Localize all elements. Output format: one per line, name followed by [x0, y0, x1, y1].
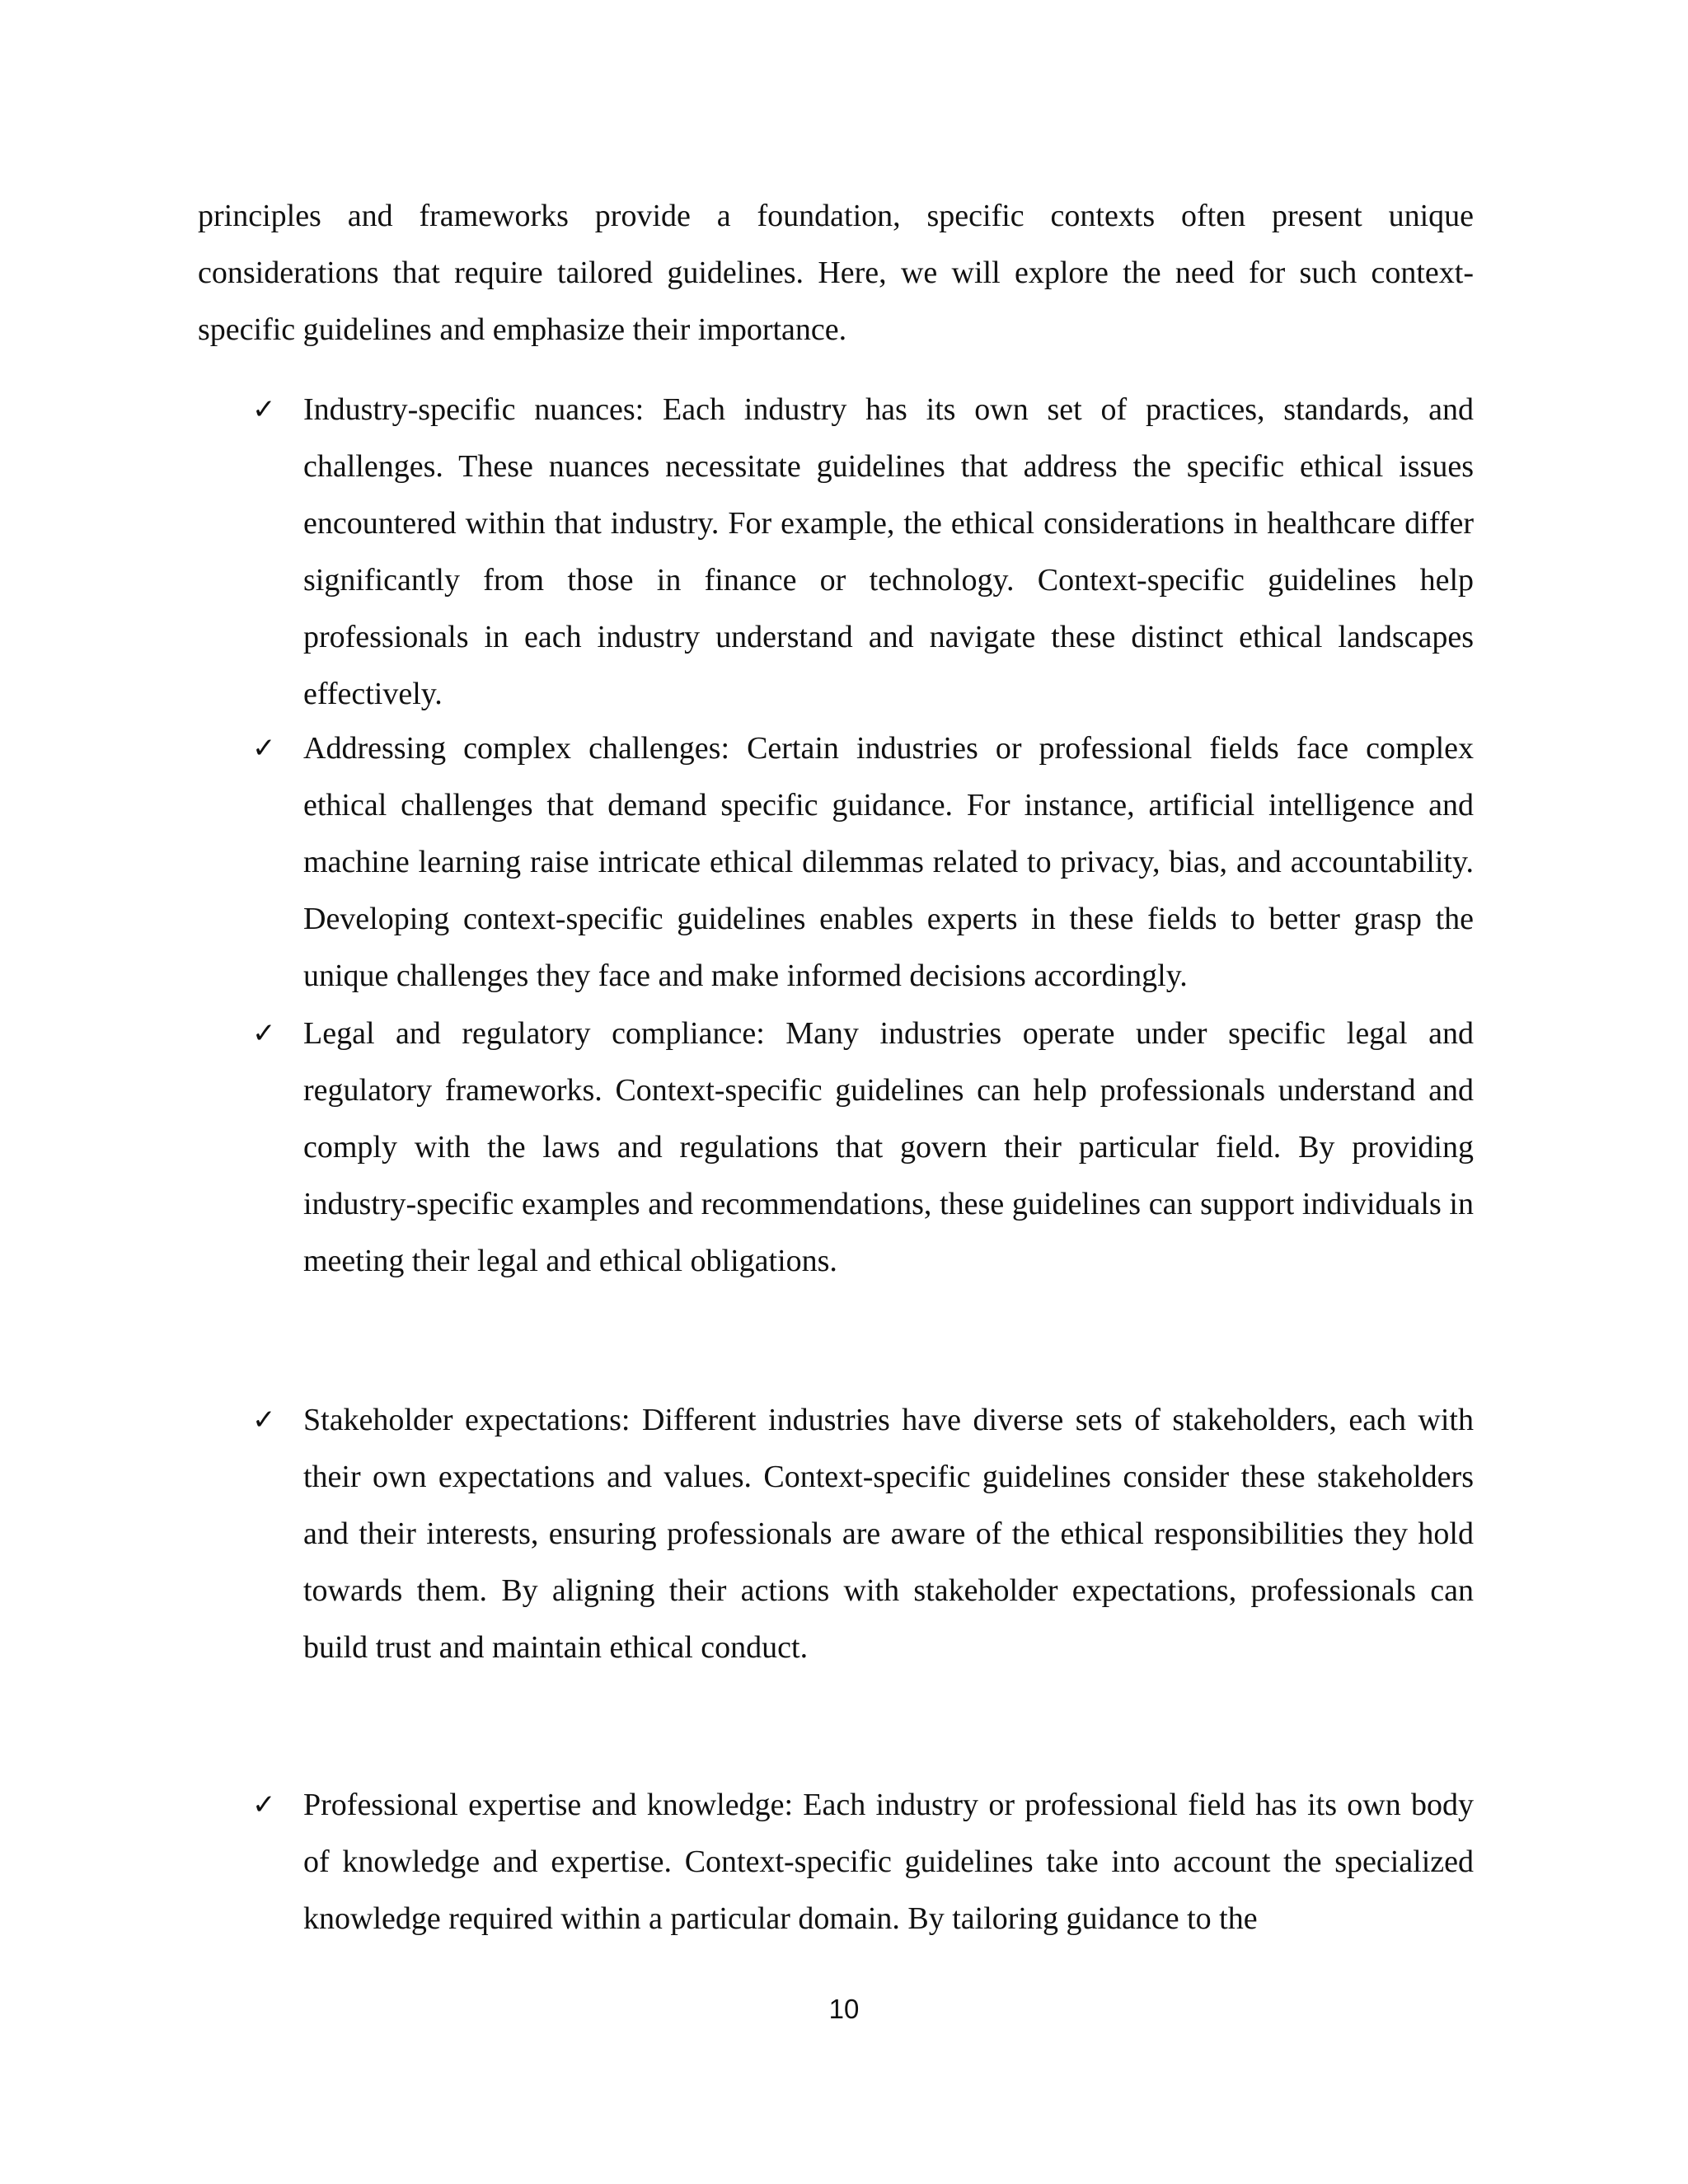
- page-number: 10: [828, 1994, 860, 2024]
- bullet-text: Stakeholder expectations: Different industries have diverse sets of stakeholders, each with their own expectations and values. Context-specific guidelines consider these stakeholders and their interests, ensuring professionals are aware of the ethical responsibilities they hold towards them. By aligning their actions with stakeholder expectations, professionals can build trust and maintain ethical conduct.: [303, 1403, 1474, 1665]
- bullet-legal-regulatory-compliance: [252, 1005, 1474, 1290]
- bullet-industry-specific-nuances: [252, 382, 1474, 723]
- checkmark-icon: ✓: [252, 1404, 276, 1436]
- bullet-text: Addressing complex challenges: Certain industries or professional fields face complex ethical challenges that demand specific guidance. For instance, artificial intelligence and machine learning raise intricate ethical dilemmas related to privacy, bias, and accountability. Developing context-specific guidelines enables experts in these fields to better grasp the unique challenges they face and make informed decisions accordingly.: [303, 731, 1474, 993]
- checkmark-icon: ✓: [252, 393, 276, 426]
- intro-paragraph: principles and frameworks provide a foundation, specific contexts often present unique considerations that require tailored guidelines. Here, we will explore the need for such context-specific guidelines and emphasize their importance.: [198, 199, 1474, 347]
- bullet-addressing-complex-challenges: [252, 720, 1474, 1005]
- bullet-text: Industry-specific nuances: Each industry has its own set of practices, standards, and challenges. These nuances necessitate guidelines that address the specific ethical issues encountered within that industry. For example, the ethical considerations in healthcare differ significantly from those in finance or technology. Context-specific guidelines help professionals in each industry understand and navigate these distinct ethical landscapes effectively.: [303, 392, 1474, 711]
- bullet-text: Professional expertise and knowledge: Each industry or professional field has its own body of knowledge and expertise. Context-specific guidelines take into account the specialized knowledge required within a particular domain. By tailoring guidance to the: [303, 1788, 1474, 1936]
- bullet-stakeholder-expectations: [252, 1392, 1474, 1676]
- checkmark-icon: ✓: [252, 1017, 276, 1050]
- checkmark-icon: ✓: [252, 732, 276, 765]
- bullet-professional-expertise: [252, 1777, 1474, 1947]
- bullet-text: Legal and regulatory compliance: Many industries operate under specific legal and regulatory frameworks. Context-specific guidelines can help professionals understand and comply with the laws and regulations that govern their particular field. By providing industry-specific examples and recommendations, these guidelines can support individuals in meeting their legal and ethical obligations.: [303, 1016, 1474, 1278]
- checkmark-icon: ✓: [252, 1788, 276, 1821]
